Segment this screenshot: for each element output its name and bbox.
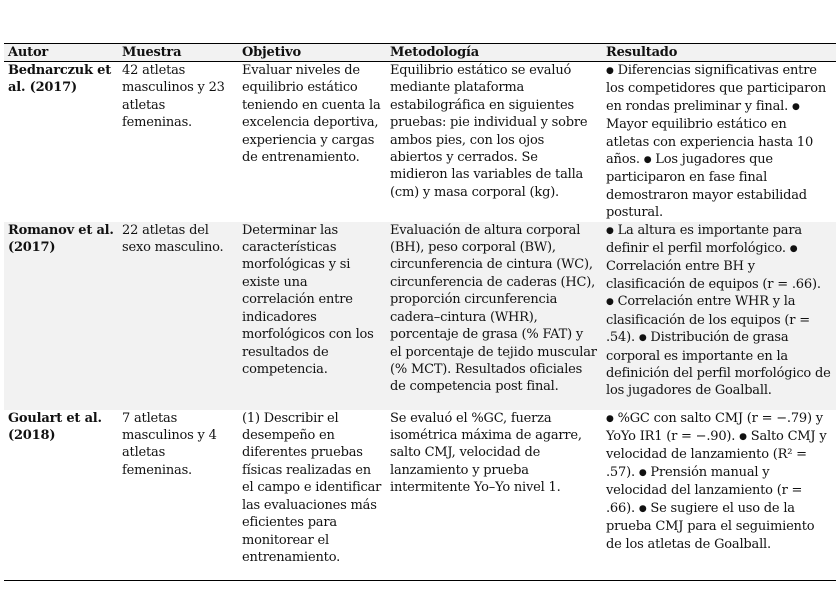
- bullet-icon: ●: [606, 225, 614, 236]
- bullet-icon: ●: [638, 467, 647, 478]
- bullet-icon: ●: [606, 413, 614, 424]
- bullet-icon: ●: [739, 432, 747, 443]
- result-item: Los jugadores que participaron en fase final demostraron mayor estabilidad postural.: [606, 152, 807, 221]
- table-body: [4, 62, 836, 581]
- bullet-icon: ●: [606, 297, 614, 308]
- cell-objetivo: Determinar las características morfológicas y si existe una correlación entre indicadores morfológicos con los resultados de competencia.: [242, 222, 374, 377]
- header-resultado: Resultado: [602, 44, 836, 62]
- table-row: [4, 222, 836, 410]
- result-item: Distribución de grasa corporal es importante en la definición del perfil morfológico de los jugadores de Goalball.: [606, 330, 831, 399]
- cell-autor: Goulart et al. (2018): [4, 410, 118, 581]
- cell-objetivo: (1) Describir el desempeño en diferentes pruebas físicas realizadas en el campo e identificar las evaluaciones más eficientes para monitorear el entrenamiento.: [238, 410, 386, 581]
- header-objetivo: Objetivo: [238, 44, 386, 62]
- bullet-icon: ●: [789, 244, 798, 255]
- literature-review-table: [4, 43, 836, 581]
- result-item: Se sugiere el uso de la prueba CMJ para el seguimiento de los atletas de Goalball.: [606, 500, 815, 552]
- table-row: [4, 62, 836, 222]
- bullet-icon: ●: [606, 66, 614, 76]
- header-muestra: Muestra: [118, 44, 238, 62]
- header-metodologia: Metodología: [386, 44, 602, 62]
- cell-autor: Romanov et al. (2017): [8, 222, 114, 256]
- table-row: [4, 410, 836, 581]
- cell-resultado: [602, 222, 836, 410]
- header-autor: Autor: [4, 44, 118, 62]
- result-item: Diferencias significativas entre los competidores que participaron en rondas preliminar y final.: [606, 63, 826, 114]
- cell-muestra: 7 atletas masculinos y 4 atletas femeninas.: [118, 410, 238, 581]
- literature-review-table-container: [4, 43, 836, 581]
- bullet-icon: ●: [643, 155, 652, 166]
- cell-muestra: 42 atletas masculinos y 23 atletas femeninas.: [122, 63, 225, 131]
- result-item: Mayor equilibrio estático en atletas con experiencia hasta 10 años.: [606, 117, 814, 168]
- result-item: Correlación entre WHR y la clasificación de los equipos (r = .54).: [606, 294, 810, 346]
- cell-metodologia: Evaluación de altura corporal (BH), peso corporal (BW), circunferencia de cintura (WC), circunferencia de caderas (HC), proporción circunferencia cadera–cintura (WHR), porcentaje de grasa (% FAT) y el porcentaje de tejido muscular (% MCT). Resultados oficiales de competencia post final.: [390, 222, 597, 395]
- cell-muestra: 22 atletas del sexo masculino.: [122, 222, 224, 256]
- cell-resultado: [602, 62, 836, 222]
- header-row: [4, 44, 836, 62]
- bullet-icon: ●: [638, 333, 647, 344]
- result-item: La altura es importante para definir el perfil morfológico.: [606, 222, 802, 257]
- table-header: [4, 44, 836, 62]
- cell-objetivo: Evaluar niveles de equilibrio estático teniendo en cuenta la excelencia deportiva, experiencia y cargas de entrenamiento.: [242, 63, 381, 166]
- cell-metodologia: Equilibrio estático se evaluó mediante plataforma estabilográfica en siguientes pruebas: pie individual y sobre ambos pies, con los ojos abiertos y cerrados. Se midieron las variables de talla (cm) y masa corporal (kg).: [390, 63, 588, 200]
- result-item: Correlación entre BH y clasificación de equipos (r = .66).: [606, 259, 821, 292]
- cell-resultado: [602, 410, 836, 581]
- result-item: Salto CMJ y velocidad de lanzamiento (R² = .57).: [606, 429, 827, 480]
- bullet-icon: ●: [791, 101, 800, 112]
- result-item: Prensión manual y velocidad del lanzamiento (r = .66).: [606, 464, 803, 516]
- cell-autor: Bednarczuk et al. (2017): [8, 63, 112, 96]
- result-item: %GC con salto CMJ (r = −.79) y YoYo IR1 (r = −.90).: [606, 410, 823, 445]
- cell-metodologia: Se evaluó el %GC, fuerza isométrica máxima de agarre, salto CMJ, velocidad de lanzamiento y prueba intermitente Yo–Yo nivel 1.: [386, 410, 602, 581]
- bullet-icon: ●: [638, 503, 647, 514]
